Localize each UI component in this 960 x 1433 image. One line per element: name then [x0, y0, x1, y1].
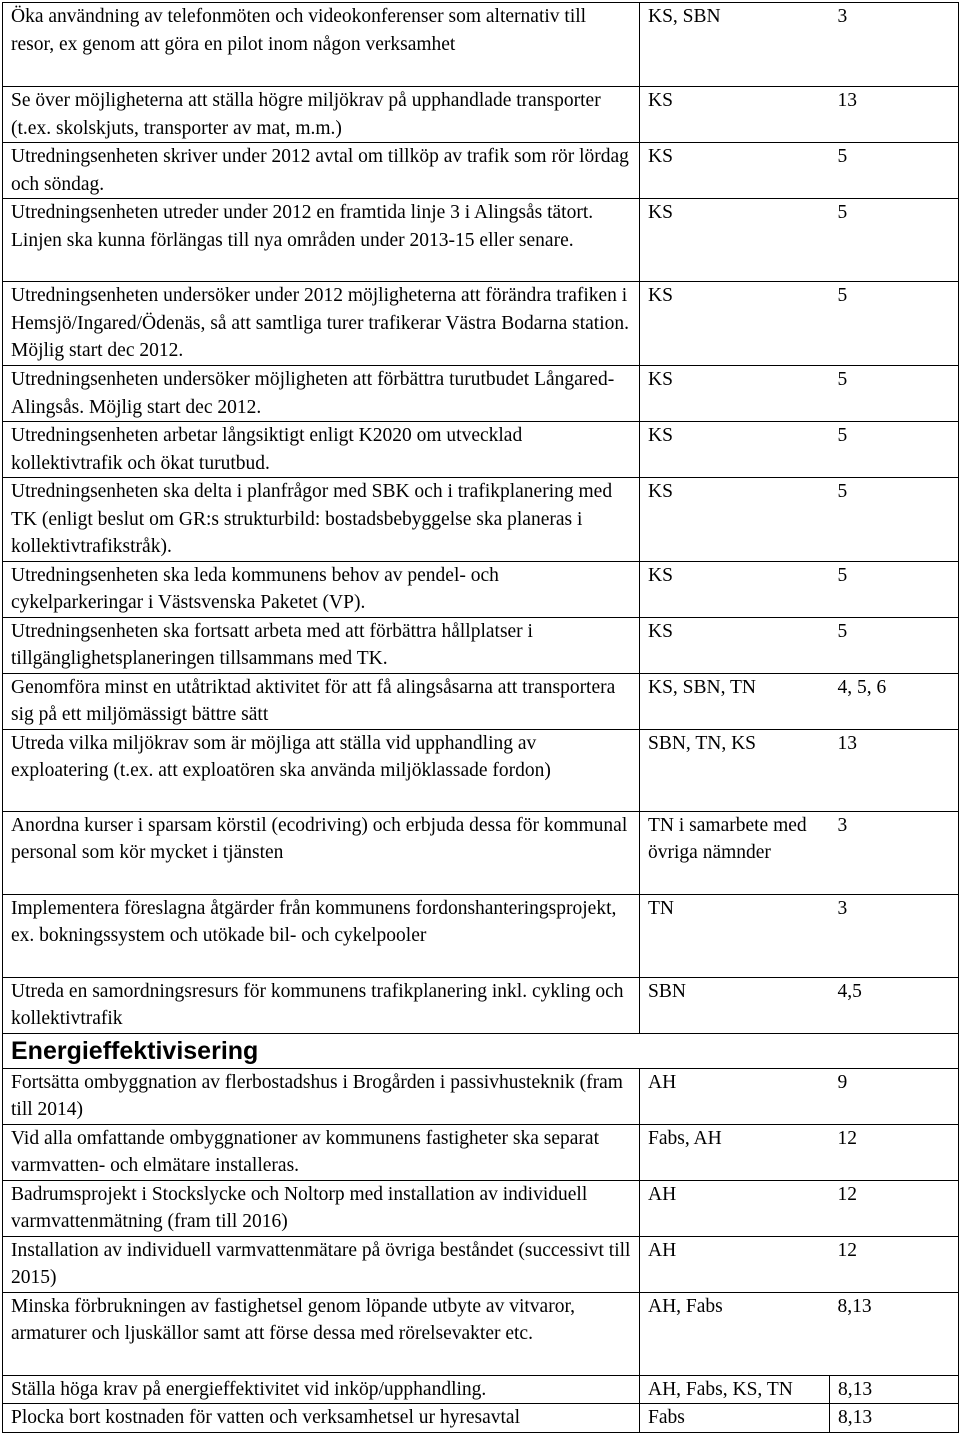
goal-cell: 4, 5, 6: [830, 673, 959, 729]
responsible-cell: KS, SBN: [640, 3, 830, 87]
responsible-cell: KS, SBN, TN: [640, 673, 830, 729]
responsible-cell: KS: [640, 366, 830, 422]
action-cell: Ställa höga krav på energieffektivitet vid inköp/upphandling.: [3, 1375, 640, 1404]
goal-cell: 13: [830, 729, 959, 811]
table-row: [3, 811, 959, 894]
section-heading-row: [3, 1033, 959, 1068]
goal-cell: 3: [830, 3, 959, 87]
action-cell: Utreda en samordningsresurs för kommunens trafikplanering inkl. cykling och kollektivtrafik: [3, 977, 640, 1033]
responsible-cell: AH: [640, 1068, 830, 1124]
table-row: [3, 977, 959, 1033]
action-cell: Utreda vilka miljökrav som är möjliga att ställa vid upphandling av exploatering (t.ex. att exploatören ska använda miljöklassade fordon): [3, 729, 640, 811]
table-row: [3, 366, 959, 422]
table-row: [3, 87, 959, 143]
goal-cell: 3: [830, 811, 959, 894]
table-row: [3, 478, 959, 562]
section-heading: Energieffektivisering: [3, 1033, 959, 1068]
goal-cell: 5: [830, 561, 959, 617]
goal-cell: 9: [830, 1068, 959, 1124]
responsible-cell: KS: [640, 282, 830, 366]
action-cell: Utredningsenheten undersöker under 2012 möjligheterna att förändra trafiken i Hemsjö/Ingared/Ödenäs, så att samtliga turer trafikerar Västra Bodarna station. Möjlig start dec 2012.: [3, 282, 640, 366]
action-cell: Utredningsenheten ska leda kommunens behov av pendel- och cykelparkeringar i Västsvenska Paketet (VP).: [3, 561, 640, 617]
table-row: [3, 1124, 959, 1180]
action-plan-table: [2, 2, 959, 1433]
action-cell: Minska förbrukningen av fastighetsel genom löpande utbyte av vitvaror, armaturer och ljuskällor samt att förse dessa med rörelsevakter etc.: [3, 1292, 640, 1375]
table-row: [3, 617, 959, 673]
responsible-cell: AH, Fabs, KS, TN: [640, 1375, 830, 1404]
action-cell: Plocka bort kostnaden för vatten och verksamhetsel ur hyresavtal: [3, 1404, 640, 1433]
action-cell: Utredningsenheten utreder under 2012 en framtida linje 3 i Alingsås tätort. Linjen ska kunna förlängas till nya områden under 2013-15 eller senare.: [3, 199, 640, 282]
action-cell: Utredningsenheten skriver under 2012 avtal om tillköp av trafik som rör lördag och söndag.: [3, 143, 640, 199]
responsible-cell: SBN, TN, KS: [640, 729, 830, 811]
goal-cell: 12: [830, 1236, 959, 1292]
responsible-cell: KS: [640, 143, 830, 199]
responsible-cell: Fabs, AH: [640, 1124, 830, 1180]
table-row: [3, 561, 959, 617]
goal-cell: 5: [830, 199, 959, 282]
action-cell: Vid alla omfattande ombyggnationer av kommunens fastigheter ska separat varmvatten- och elmätare installeras.: [3, 1124, 640, 1180]
responsible-cell: KS: [640, 422, 830, 478]
responsible-cell: AH: [640, 1180, 830, 1236]
responsible-cell: KS: [640, 561, 830, 617]
table-row: [3, 894, 959, 977]
table-row: [3, 143, 959, 199]
table-body: [3, 3, 959, 1433]
table-row: [3, 1236, 959, 1292]
table-row: [3, 422, 959, 478]
action-cell: Installation av individuell varmvattenmätare på övriga beståndet (successivt till 2015): [3, 1236, 640, 1292]
table-row: [3, 1068, 959, 1124]
responsible-cell: TN i samarbete med övriga nämnder: [640, 811, 830, 894]
action-cell: Öka användning av telefonmöten och videokonferenser som alternativ till resor, ex genom att göra en pilot inom någon verksamhet: [3, 3, 640, 87]
goal-cell: 8,13: [830, 1375, 959, 1404]
goal-cell: 8,13: [830, 1292, 959, 1375]
responsible-cell: KS: [640, 199, 830, 282]
action-cell: Badrumsprojekt i Stockslycke och Noltorp med installation av individuell varmvattenmätning (fram till 2016): [3, 1180, 640, 1236]
goal-cell: 5: [830, 143, 959, 199]
action-cell: Utredningsenheten arbetar långsiktigt enligt K2020 om utvecklad kollektivtrafik och ökat turutbud.: [3, 422, 640, 478]
goal-cell: 5: [830, 282, 959, 366]
goal-cell: 5: [830, 478, 959, 562]
responsible-cell: Fabs: [640, 1404, 830, 1433]
action-cell: Utredningsenheten ska delta i planfrågor med SBK och i trafikplanering med TK (enligt beslut om GR:s strukturbild: bostadsbebyggelse ska planeras i kollektivtrafikstråk).: [3, 478, 640, 562]
goal-cell: 5: [830, 422, 959, 478]
goal-cell: 13: [830, 87, 959, 143]
action-cell: Anordna kurser i sparsam körstil (ecodriving) och erbjuda dessa för kommunal personal som kör mycket i tjänsten: [3, 811, 640, 894]
action-cell: Genomföra minst en utåtriktad aktivitet för att få alingsåsarna att transportera sig på ett miljömässigt bättre sätt: [3, 673, 640, 729]
table-row: [3, 199, 959, 282]
goal-cell: 8,13: [830, 1404, 959, 1433]
goal-cell: 5: [830, 366, 959, 422]
goal-cell: 12: [830, 1180, 959, 1236]
action-cell: Se över möjligheterna att ställa högre miljökrav på upphandlade transporter (t.ex. skolskjuts, transporter av mat, m.m.): [3, 87, 640, 143]
action-cell: Fortsätta ombyggnation av flerbostadshus i Brogården i passivhusteknik (fram till 2014): [3, 1068, 640, 1124]
responsible-cell: AH, Fabs: [640, 1292, 830, 1375]
goal-cell: 5: [830, 617, 959, 673]
table-row: [3, 673, 959, 729]
goal-cell: 12: [830, 1124, 959, 1180]
action-cell: Implementera föreslagna åtgärder från kommunens fordonshanteringsprojekt, ex. bokningssystem och utökade bil- och cykelpooler: [3, 894, 640, 977]
goal-cell: 4,5: [830, 977, 959, 1033]
table-row: [3, 1180, 959, 1236]
table-row: [3, 1375, 959, 1404]
table-row: [3, 1292, 959, 1375]
responsible-cell: KS: [640, 87, 830, 143]
goal-cell: 3: [830, 894, 959, 977]
table-row: [3, 3, 959, 87]
table-row: [3, 1404, 959, 1433]
table-row: [3, 282, 959, 366]
table-row: [3, 729, 959, 811]
responsible-cell: KS: [640, 617, 830, 673]
responsible-cell: TN: [640, 894, 830, 977]
responsible-cell: SBN: [640, 977, 830, 1033]
action-cell: Utredningsenheten ska fortsatt arbeta med att förbättra hållplatser i tillgänglighetsplaneringen tillsammans med TK.: [3, 617, 640, 673]
responsible-cell: AH: [640, 1236, 830, 1292]
action-cell: Utredningsenheten undersöker möjligheten att förbättra turutbudet Långared-Alingsås. Möjlig start dec 2012.: [3, 366, 640, 422]
responsible-cell: KS: [640, 478, 830, 562]
